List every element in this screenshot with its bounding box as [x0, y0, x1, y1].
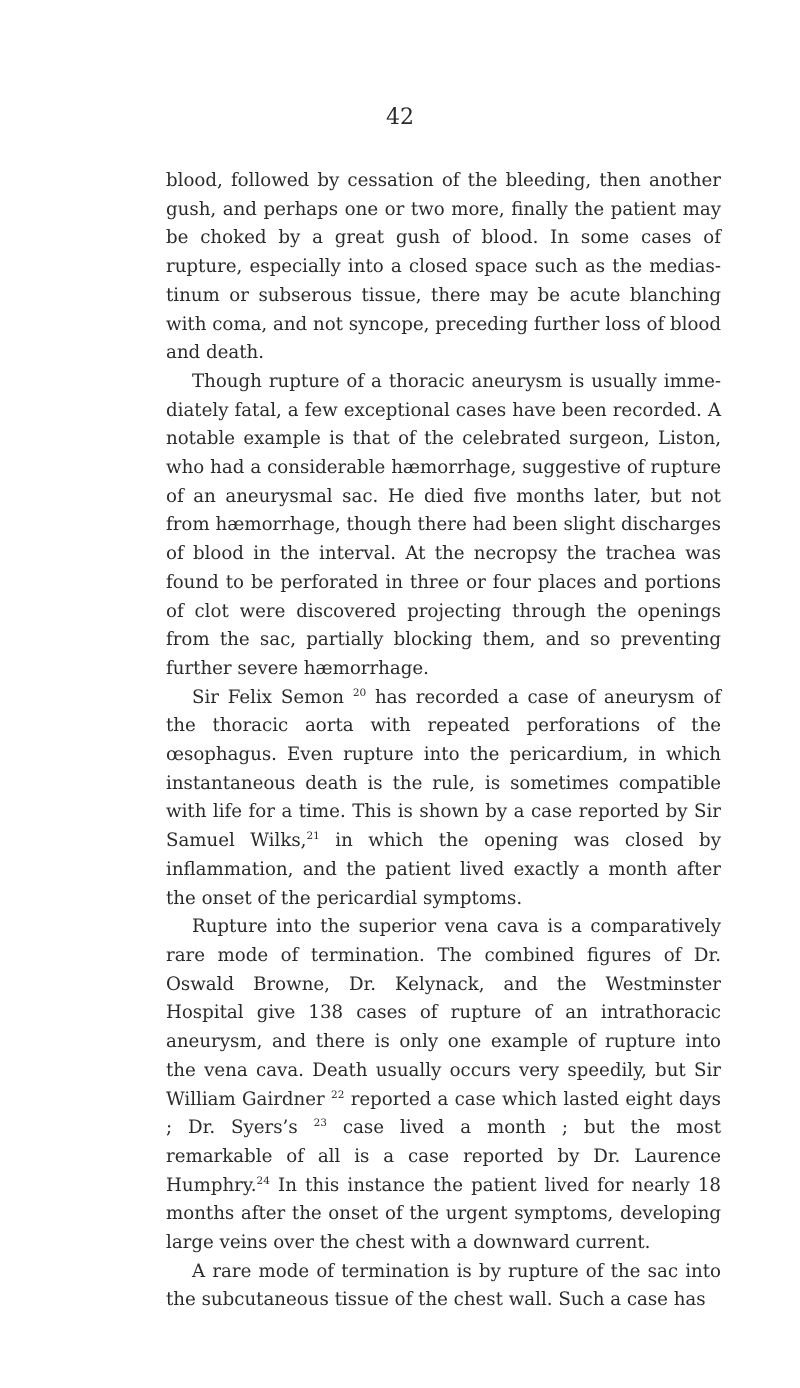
- body-text: [166, 167, 721, 1315]
- text-segment: blood, followed by cessation of the bleeding, then another gush, and perhaps one or two more, finally the patient may be choked by a great gush of blood. In some cases of rupture, especially into a closed space such as the medias-tinum or subserous tissue, there may be acute blanching with coma, and not syncope, preceding further loss of blood and death.: [166, 170, 721, 364]
- text-segment: A rare mode of termination is by rupture of the sac into the subcutaneous tissue of the chest wall. Such a case has: [166, 1260, 721, 1311]
- text-segment: case lived a month ; but the most remarkable of all is a case reported by Dr. Laurence Humphry.: [166, 1117, 722, 1196]
- text-segment: has recorded a case of aneurysm of the thoracic aorta with repeated perforations of the œsophagus. Even rupture into the pericardium, in which instantaneous death is the rule, is sometimes compatible with life for a time. This is shown by a case reported by Sir Samuel Wilks,: [166, 686, 721, 852]
- paragraph-semon-wilks: [166, 684, 721, 914]
- text-segment: Sir Felix Semon: [192, 686, 353, 708]
- text-segment: Rupture into the superior vena cava is a comparatively rare mode of termination. The combined figures of Dr. Oswald Browne, Dr. Kelynack, and the Westminster Hospital give 138 cases of rupture of an intrathoracic aneurysm, and there is only one example of rupture into the vena cava. Death usually occurs very speedily, but Sir William Gairdner: [166, 916, 721, 1110]
- paragraph-vena-cava: [166, 913, 721, 1257]
- footnote-ref-22: 22: [331, 1088, 345, 1101]
- paragraph-subcutaneous: [166, 1258, 721, 1315]
- footnote-ref-21: 21: [306, 830, 320, 843]
- page-number: 42: [386, 105, 414, 130]
- footnote-ref-20: 20: [352, 686, 367, 699]
- footnote-ref-23: 23: [313, 1117, 327, 1130]
- paragraph-liston-case: [166, 368, 721, 684]
- text-segment: reported a case which lasted eight days ; Dr. Syers’s: [166, 1088, 721, 1139]
- text-segment: In this instance the patient lived for nearly 18 months after the onset of the urgent symptoms, developing large veins over the chest with a downward current.: [166, 1174, 721, 1254]
- paragraph-bleeding-description: [166, 167, 721, 368]
- footnote-ref-24: 24: [256, 1174, 270, 1187]
- text-segment: Though rupture of a thoracic aneurysm is usually imme-diately fatal, a few exceptional cases have been recorded. A notable example is that of the celebrated surgeon, Liston, who had a considerable hæmorrhage, suggestive of rupture of an aneurysmal sac. He died five months later, but not from hæmorrhage, though there had been slight discharges of blood in the interval. At the necropsy the trachea was found to be perforated in three or four places and portions of clot were discovered projecting through the openings from the sac, partially blocking them, and so preventing further severe hæmorrhage.: [166, 370, 721, 679]
- text-segment: in which the opening was closed by inflammation, and the patient lived exactly a month after the onset of the pericardial symptoms.: [166, 830, 721, 909]
